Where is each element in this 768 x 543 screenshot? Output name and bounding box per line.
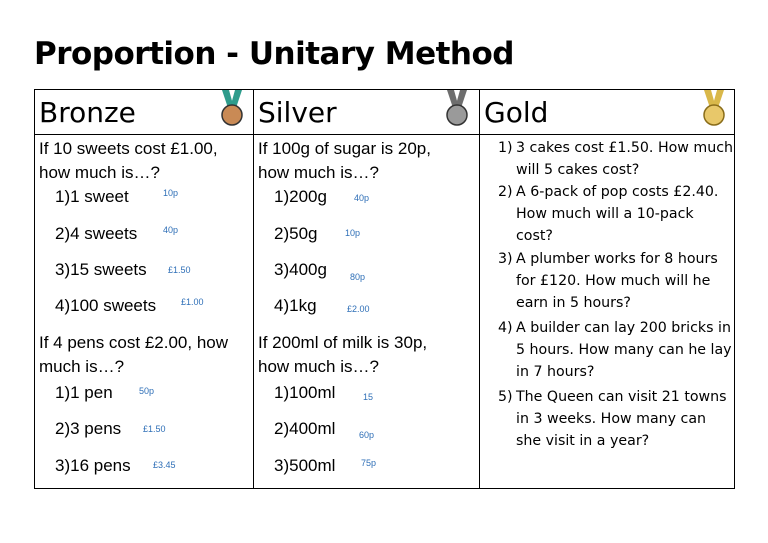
bronze-q2-answer-3: £3.45 (153, 460, 176, 470)
question-text: how much is…? (258, 357, 379, 376)
bronze-question-1 (39, 137, 218, 185)
silver-q1-item-1: 1)200g (274, 187, 327, 206)
question-text: If 200ml of milk is 30p, (258, 333, 428, 352)
page-title: Proportion - Unitary Method (34, 36, 514, 72)
question-number: 5) (498, 389, 513, 405)
silver-q2-item-3: 3)500ml (274, 456, 336, 475)
silver-q2-item-1: 1)100ml (274, 383, 336, 402)
silver-question-2 (258, 331, 427, 379)
question-text: A plumber works for 8 hours for £120. How much will he earn in 5 hours? (516, 251, 718, 311)
silver-q2-answer-3: 75p (361, 458, 377, 468)
bronze-q2-item-2: 2)3 pens (55, 419, 122, 438)
bronze-q1-answer-2: 40p (163, 225, 179, 235)
gold-question-2 (498, 181, 734, 247)
silver-question-1 (258, 137, 431, 185)
bronze-q2-answer-1: 50p (139, 386, 155, 396)
gold-question-3 (498, 248, 734, 314)
gold-question-5 (498, 386, 734, 452)
silver-q1-answer-2: 10p (345, 228, 361, 238)
question-text: much is…? (39, 357, 125, 376)
bronze-question-2 (39, 331, 228, 379)
silver-medal-icon (442, 90, 472, 128)
question-text: A builder can lay 200 bricks in 5 hours. How many can he lay in 7 hours? (516, 320, 732, 380)
bronze-q2-answer-2: £1.50 (143, 424, 166, 434)
question-text: If 4 pens cost £2.00, how (39, 333, 229, 352)
question-number: 1) (498, 140, 513, 156)
silver-q2-answer-2: 60p (359, 430, 375, 440)
gold-question-4 (498, 317, 734, 383)
silver-column (254, 90, 479, 488)
silver-q1-item-3: 3)400g (274, 260, 327, 279)
silver-q1-answer-1: 40p (354, 193, 370, 203)
question-text: If 100g of sugar is 20p, (258, 139, 431, 158)
bronze-q1-item-1: 1)1 sweet (55, 187, 129, 206)
question-text: A 6-pack of pop costs £2.40. How much will a 10-pack cost? (516, 184, 719, 244)
question-text: how much is…? (39, 163, 160, 182)
question-text: The Queen can visit 21 towns in 3 weeks. How many can she visit in a year? (516, 389, 727, 449)
bronze-q1-answer-4: £1.00 (181, 297, 204, 307)
question-text: If 10 sweets cost £1.00, (39, 139, 218, 158)
silver-q1-item-4: 4)1kg (274, 296, 317, 315)
worksheet-table (34, 89, 735, 489)
question-text: how much is…? (258, 163, 379, 182)
bronze-header: Bronze (39, 96, 136, 129)
question-number: 2) (498, 184, 513, 200)
silver-q1-answer-3: 80p (350, 272, 366, 282)
question-text: 3 cakes cost £1.50. How much will 5 cakes cost? (516, 140, 734, 178)
gold-medal-icon (699, 90, 729, 128)
bronze-q1-answer-3: £1.50 (168, 265, 191, 275)
bronze-medal-icon (217, 90, 247, 128)
silver-q2-answer-1: 15 (363, 392, 374, 402)
question-number: 4) (498, 320, 513, 336)
bronze-q1-item-3: 3)15 sweets (55, 260, 147, 279)
silver-header: Silver (258, 96, 337, 129)
silver-q1-answer-4: £2.00 (347, 304, 370, 314)
bronze-q2-item-3: 3)16 pens (55, 456, 131, 475)
silver-q2-item-2: 2)400ml (274, 419, 336, 438)
bronze-q2-item-1: 1)1 pen (55, 383, 113, 402)
gold-header: Gold (484, 96, 549, 129)
bronze-q1-item-4: 4)100 sweets (55, 296, 157, 315)
silver-q1-item-2: 2)50g (274, 224, 318, 243)
gold-column (480, 90, 734, 488)
question-number: 3) (498, 251, 513, 267)
bronze-q1-item-2: 2)4 sweets (55, 224, 138, 243)
bronze-q1-answer-1: 10p (163, 188, 179, 198)
gold-question-1 (498, 137, 734, 181)
bronze-column (35, 90, 253, 488)
